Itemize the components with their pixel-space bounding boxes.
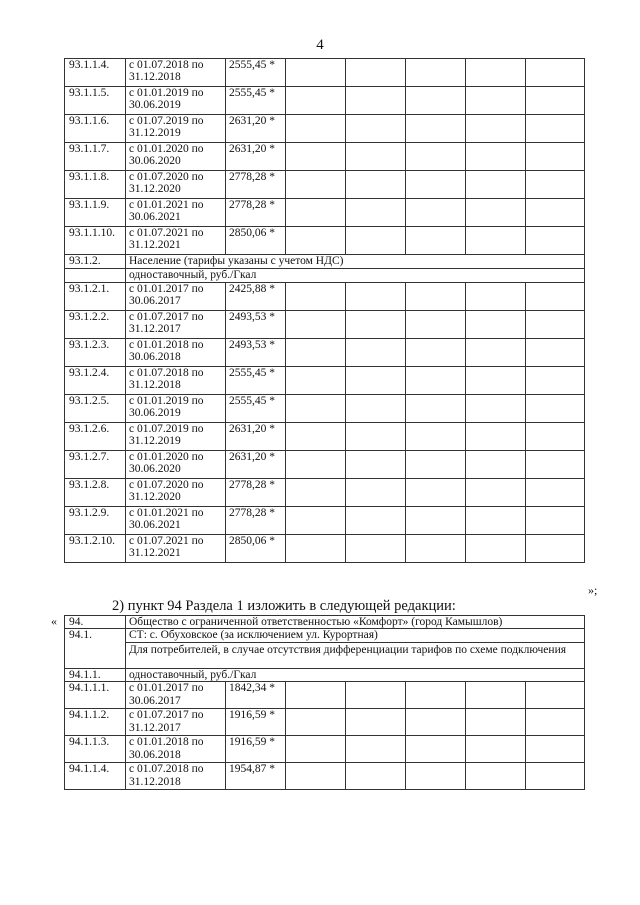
empty-cell xyxy=(466,311,526,339)
empty-cell xyxy=(526,736,585,763)
empty-cell xyxy=(466,227,526,255)
tariff-value: 1916,59 * xyxy=(226,709,286,736)
row-number: 93.1.2.10. xyxy=(65,535,126,563)
group-label: Население (тарифы указаны с учетом НДС) xyxy=(126,255,585,269)
table-row xyxy=(65,507,585,535)
empty-cell xyxy=(466,682,526,709)
empty-cell xyxy=(346,709,406,736)
table-row xyxy=(65,87,585,115)
heat-system-name: СТ: с. Обуховское (за исключением ул. Курортная) xyxy=(126,629,585,642)
table-row xyxy=(65,115,585,143)
empty-cell xyxy=(346,311,406,339)
tariff-table-94 xyxy=(64,615,585,790)
row-number: 94.1. xyxy=(65,629,126,668)
empty-cell xyxy=(466,87,526,115)
table-row xyxy=(65,171,585,199)
empty-cell xyxy=(346,143,406,171)
row-number: 93.1.2.3. xyxy=(65,339,126,367)
empty-cell xyxy=(466,395,526,423)
period-cell: с 01.07.2019 по 31.12.2019 xyxy=(126,115,226,143)
row-number: 93.1.1.10. xyxy=(65,227,126,255)
row-number: 93.1.1.4. xyxy=(65,59,126,87)
tariff-value: 2631,20 * xyxy=(226,115,286,143)
empty-cell xyxy=(526,395,585,423)
empty-cell xyxy=(346,395,406,423)
empty-cell xyxy=(466,339,526,367)
tariff-value: 2493,53 * xyxy=(226,311,286,339)
period-cell: с 01.01.2018 по 30.06.2018 xyxy=(126,339,226,367)
period-cell: с 01.01.2017 по 30.06.2017 xyxy=(126,283,226,311)
empty-cell xyxy=(65,269,126,283)
empty-cell xyxy=(466,479,526,507)
tariff-value: 1954,87 * xyxy=(226,763,286,790)
empty-cell xyxy=(346,507,406,535)
empty-cell xyxy=(406,367,466,395)
table-row xyxy=(65,255,585,269)
empty-cell xyxy=(406,763,466,790)
empty-cell xyxy=(406,59,466,87)
empty-cell xyxy=(346,367,406,395)
empty-cell xyxy=(526,283,585,311)
empty-cell xyxy=(406,709,466,736)
subgroup-label: одноставочный, руб./Гкал xyxy=(126,269,585,283)
row-number: 93.1.2.6. xyxy=(65,423,126,451)
opening-quote-mark: « xyxy=(51,614,57,628)
tariff-value: 2778,28 * xyxy=(226,171,286,199)
period-cell: с 01.07.2020 по 31.12.2020 xyxy=(126,479,226,507)
empty-cell xyxy=(466,736,526,763)
empty-cell xyxy=(466,367,526,395)
empty-cell xyxy=(406,87,466,115)
empty-cell xyxy=(526,535,585,563)
empty-cell xyxy=(286,199,346,227)
period-cell: с 01.01.2021 по 30.06.2021 xyxy=(126,199,226,227)
tariff-value: 2778,28 * xyxy=(226,199,286,227)
table-row xyxy=(65,199,585,227)
empty-cell xyxy=(406,227,466,255)
empty-cell xyxy=(286,59,346,87)
empty-cell xyxy=(526,479,585,507)
table-row xyxy=(65,59,585,87)
tariff-value: 2778,28 * xyxy=(226,507,286,535)
empty-cell xyxy=(286,451,346,479)
consumer-note: Для потребителей, в случае отсутствия дифференциации тарифов по схеме подключения xyxy=(126,642,585,668)
table-row xyxy=(65,227,585,255)
empty-cell xyxy=(526,451,585,479)
closing-quote-mark: »; xyxy=(588,583,598,597)
empty-cell xyxy=(406,283,466,311)
empty-cell xyxy=(466,143,526,171)
tariff-value: 2493,53 * xyxy=(226,339,286,367)
period-cell: с 01.01.2020 по 30.06.2020 xyxy=(126,143,226,171)
empty-cell xyxy=(286,171,346,199)
table-row xyxy=(65,763,585,790)
empty-cell xyxy=(346,682,406,709)
empty-cell xyxy=(286,763,346,790)
row-number: 94.1.1.1. xyxy=(65,682,126,709)
empty-cell xyxy=(286,479,346,507)
empty-cell xyxy=(286,395,346,423)
row-number: 93.1.2.8. xyxy=(65,479,126,507)
empty-cell xyxy=(406,423,466,451)
period-cell: с 01.07.2018 по 31.12.2018 xyxy=(126,59,226,87)
table-row xyxy=(65,311,585,339)
period-cell: с 01.01.2020 по 30.06.2020 xyxy=(126,451,226,479)
empty-cell xyxy=(346,535,406,563)
empty-cell xyxy=(346,199,406,227)
row-number: 93.1.1.8. xyxy=(65,171,126,199)
empty-cell xyxy=(346,451,406,479)
period-cell: с 01.07.2018 по 31.12.2018 xyxy=(126,763,226,790)
empty-cell xyxy=(406,507,466,535)
empty-cell xyxy=(346,763,406,790)
empty-cell xyxy=(346,283,406,311)
tariff-value: 2631,20 * xyxy=(226,423,286,451)
empty-cell xyxy=(406,535,466,563)
table-row xyxy=(65,668,585,681)
empty-cell xyxy=(526,682,585,709)
tariff-value: 2425,88 * xyxy=(226,283,286,311)
empty-cell xyxy=(406,171,466,199)
period-cell: с 01.01.2017 по 30.06.2017 xyxy=(126,682,226,709)
empty-cell xyxy=(286,115,346,143)
empty-cell xyxy=(526,507,585,535)
row-number: 93.1.2.9. xyxy=(65,507,126,535)
empty-cell xyxy=(286,535,346,563)
period-cell: с 01.01.2019 по 30.06.2019 xyxy=(126,87,226,115)
empty-cell xyxy=(526,199,585,227)
empty-cell xyxy=(526,367,585,395)
tariff-value: 2555,45 * xyxy=(226,395,286,423)
table-row xyxy=(65,616,585,629)
row-number: 93.1.1.7. xyxy=(65,143,126,171)
empty-cell xyxy=(526,87,585,115)
empty-cell xyxy=(466,283,526,311)
row-number: 93.1.2.4. xyxy=(65,367,126,395)
empty-cell xyxy=(286,87,346,115)
empty-cell xyxy=(406,199,466,227)
empty-cell xyxy=(526,763,585,790)
empty-cell xyxy=(406,339,466,367)
row-number: 94.1.1.3. xyxy=(65,736,126,763)
tariff-value: 2850,06 * xyxy=(226,227,286,255)
empty-cell xyxy=(466,171,526,199)
tariff-value: 2631,20 * xyxy=(226,143,286,171)
empty-cell xyxy=(406,682,466,709)
empty-cell xyxy=(346,736,406,763)
period-cell: с 01.07.2019 по 31.12.2019 xyxy=(126,423,226,451)
empty-cell xyxy=(406,479,466,507)
period-cell: с 01.07.2020 по 31.12.2020 xyxy=(126,171,226,199)
empty-cell xyxy=(406,451,466,479)
row-number: 93.1.2.1. xyxy=(65,283,126,311)
empty-cell xyxy=(526,339,585,367)
row-number: 93.1.1.5. xyxy=(65,87,126,115)
empty-cell xyxy=(346,171,406,199)
empty-cell xyxy=(346,87,406,115)
tariff-value: 2850,06 * xyxy=(226,535,286,563)
empty-cell xyxy=(406,736,466,763)
empty-cell xyxy=(406,311,466,339)
row-number: 94.1.1.2. xyxy=(65,709,126,736)
tariff-table-93 xyxy=(64,58,585,563)
table-row xyxy=(65,479,585,507)
empty-cell xyxy=(466,423,526,451)
empty-cell xyxy=(346,227,406,255)
subgroup-label: одноставочный, руб./Гкал xyxy=(126,668,585,681)
table-row xyxy=(65,395,585,423)
table-row xyxy=(65,283,585,311)
empty-cell xyxy=(346,423,406,451)
table-row xyxy=(65,451,585,479)
table-row xyxy=(65,736,585,763)
empty-cell xyxy=(466,199,526,227)
row-number: 93.1.2.2. xyxy=(65,311,126,339)
period-cell: с 01.07.2017 по 31.12.2017 xyxy=(126,311,226,339)
empty-cell xyxy=(286,339,346,367)
empty-cell xyxy=(406,143,466,171)
empty-cell xyxy=(466,535,526,563)
empty-cell xyxy=(286,367,346,395)
tariff-value: 2555,45 * xyxy=(226,87,286,115)
empty-cell xyxy=(286,311,346,339)
tariff-value: 1916,59 * xyxy=(226,736,286,763)
empty-cell xyxy=(346,339,406,367)
empty-cell xyxy=(406,395,466,423)
section-heading: 2) пункт 94 Раздела 1 изложить в следующей редакции: xyxy=(112,598,456,614)
empty-cell xyxy=(286,283,346,311)
row-number: 93.1.2.5. xyxy=(65,395,126,423)
empty-cell xyxy=(526,709,585,736)
table-row xyxy=(65,367,585,395)
empty-cell xyxy=(526,311,585,339)
row-number: 93.1.2. xyxy=(65,255,126,269)
tariff-value: 2778,28 * xyxy=(226,479,286,507)
table-row xyxy=(65,642,585,668)
row-number: 93.1.1.9. xyxy=(65,199,126,227)
empty-cell xyxy=(466,59,526,87)
table-row xyxy=(65,535,585,563)
empty-cell xyxy=(526,115,585,143)
empty-cell xyxy=(286,709,346,736)
table-row xyxy=(65,143,585,171)
empty-cell xyxy=(286,227,346,255)
table-row xyxy=(65,423,585,451)
empty-cell xyxy=(526,171,585,199)
tariff-value: 2555,45 * xyxy=(226,367,286,395)
empty-cell xyxy=(406,115,466,143)
empty-cell xyxy=(466,115,526,143)
empty-cell xyxy=(286,736,346,763)
empty-cell xyxy=(526,143,585,171)
page-number: 4 xyxy=(316,37,324,53)
empty-cell xyxy=(286,682,346,709)
empty-cell xyxy=(526,227,585,255)
row-number: 94.1.1. xyxy=(65,668,126,681)
period-cell: с 01.01.2019 по 30.06.2019 xyxy=(126,395,226,423)
row-number: 94. xyxy=(65,616,126,629)
empty-cell xyxy=(346,479,406,507)
empty-cell xyxy=(346,59,406,87)
row-number: 93.1.2.7. xyxy=(65,451,126,479)
period-cell: с 01.07.2021 по 31.12.2021 xyxy=(126,535,226,563)
period-cell: с 01.07.2017 по 31.12.2017 xyxy=(126,709,226,736)
table-row xyxy=(65,682,585,709)
empty-cell xyxy=(346,115,406,143)
table-row xyxy=(65,269,585,283)
period-cell: с 01.01.2021 по 30.06.2021 xyxy=(126,507,226,535)
table-row xyxy=(65,629,585,642)
empty-cell xyxy=(286,143,346,171)
empty-cell xyxy=(286,423,346,451)
row-number: 94.1.1.4. xyxy=(65,763,126,790)
empty-cell xyxy=(466,507,526,535)
empty-cell xyxy=(466,709,526,736)
tariff-value: 2555,45 * xyxy=(226,59,286,87)
empty-cell xyxy=(286,507,346,535)
empty-cell xyxy=(526,59,585,87)
table-row xyxy=(65,339,585,367)
empty-cell xyxy=(466,451,526,479)
period-cell: с 01.07.2018 по 31.12.2018 xyxy=(126,367,226,395)
empty-cell xyxy=(526,423,585,451)
organization-name: Общество с ограниченной ответственностью «Комфорт» (город Камышлов) xyxy=(126,616,585,629)
empty-cell xyxy=(466,763,526,790)
table-row xyxy=(65,709,585,736)
period-cell: с 01.07.2021 по 31.12.2021 xyxy=(126,227,226,255)
row-number: 93.1.1.6. xyxy=(65,115,126,143)
tariff-value: 1842,34 * xyxy=(226,682,286,709)
period-cell: с 01.01.2018 по 30.06.2018 xyxy=(126,736,226,763)
tariff-value: 2631,20 * xyxy=(226,451,286,479)
